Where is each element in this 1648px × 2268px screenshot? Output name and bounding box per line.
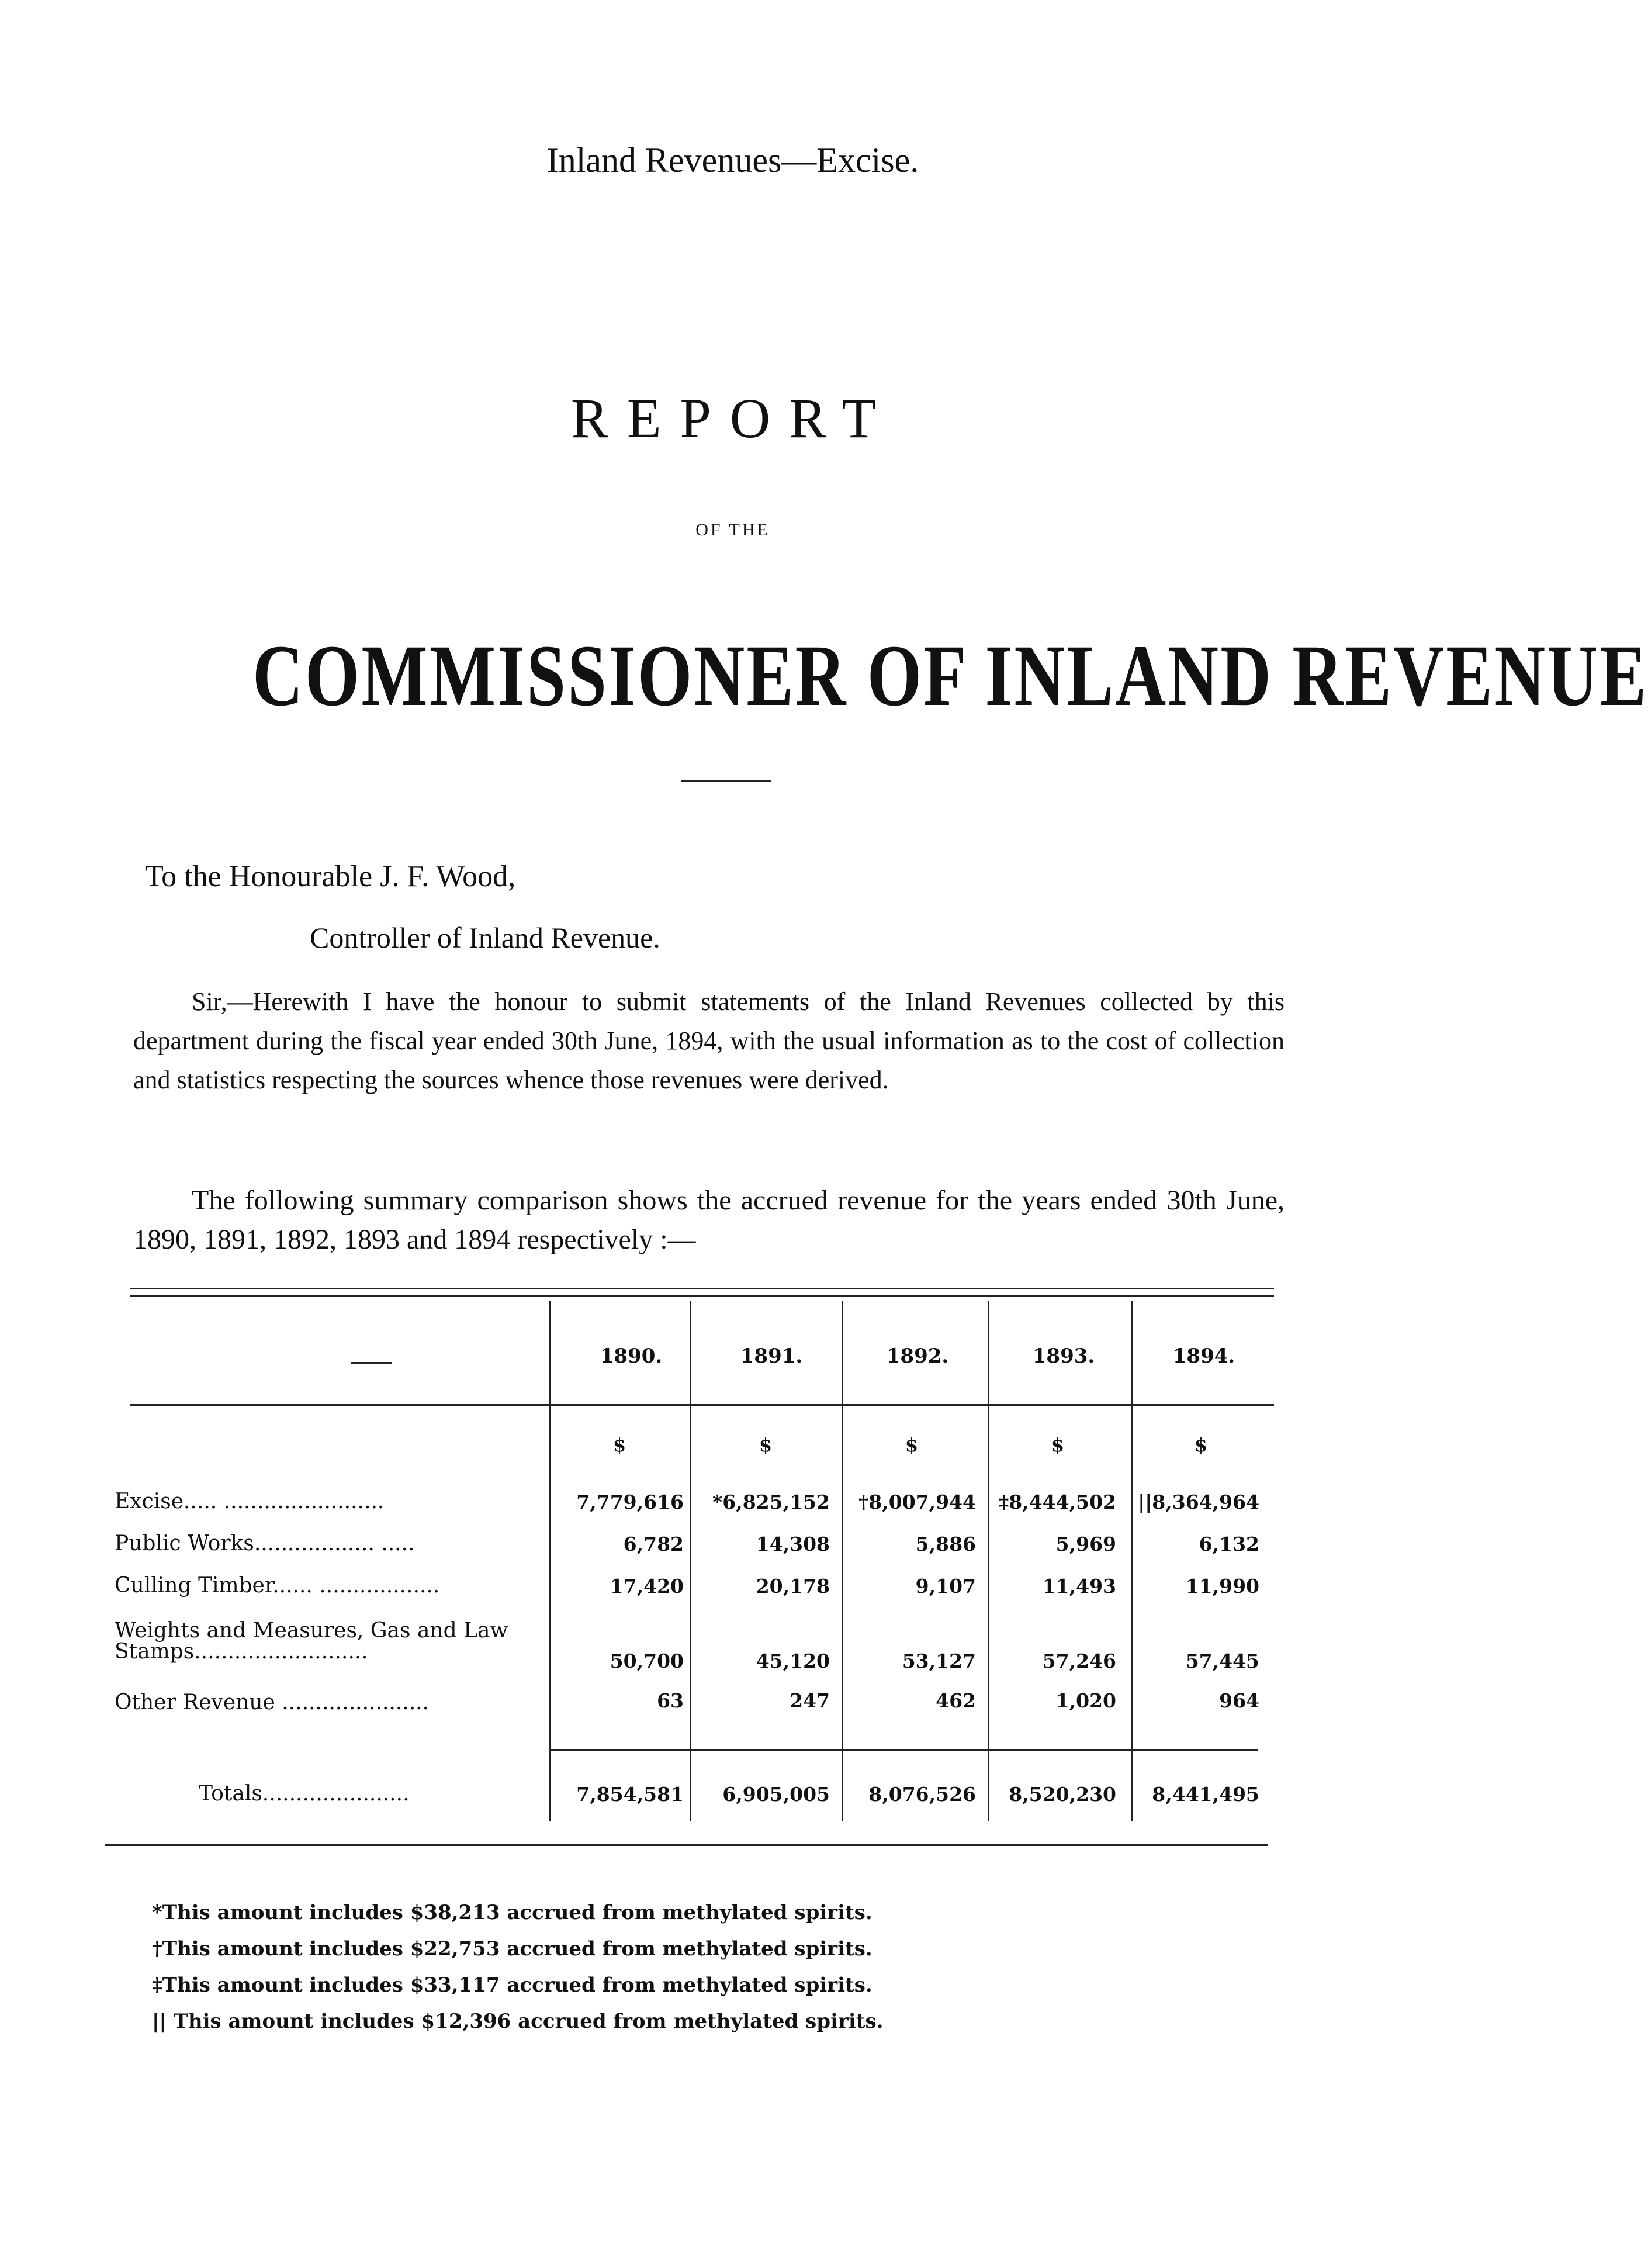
- footnote: *This amount includes $38,213 accrued from methylated spirits.: [152, 1901, 873, 1924]
- total-cell: 8,076,526: [868, 1783, 976, 1806]
- totals-label: Totals......................: [199, 1782, 410, 1806]
- report-heading: COMMISSIONER OF INLAND REVENUE: [252, 627, 1648, 724]
- table-cell: *6,825,152: [712, 1491, 830, 1513]
- of-the-label: OF THE: [695, 520, 770, 540]
- table-cell: 14,308: [756, 1533, 830, 1555]
- table-cell: 63: [657, 1689, 684, 1712]
- footnote: †This amount includes $22,753 accrued from methylated spirits.: [152, 1937, 873, 1961]
- table-cell: 9,107: [915, 1575, 976, 1598]
- table-cell: 57,246: [1042, 1650, 1116, 1672]
- table-cell: 5,886: [915, 1533, 976, 1555]
- table-cell: 964: [1219, 1689, 1259, 1712]
- totals-rule: [549, 1749, 1258, 1751]
- table-cell: 7,779,616: [576, 1491, 684, 1513]
- table-bottom-rule: [105, 1844, 1268, 1846]
- column-header-1890: 1890.: [600, 1344, 663, 1368]
- heading-rule: [681, 780, 771, 782]
- table-cell: 17,420: [610, 1575, 684, 1598]
- table-cell: ‡8,444,502: [999, 1491, 1116, 1513]
- table-cell: 11,493: [1042, 1575, 1116, 1598]
- table-cell: ||8,364,964: [1138, 1491, 1259, 1513]
- column-divider: [690, 1301, 691, 1821]
- column-divider: [988, 1301, 989, 1821]
- currency-sign: $: [759, 1434, 773, 1456]
- paragraph-summary: The following summary comparison shows the accrued revenue for the years ended 30th June, 1890, 1891, 1892, 1893 and 1894 respectively :—: [133, 1185, 1285, 1255]
- paragraph-intro: Sir,—Herewith I have the honour to submit statements of the Inland Revenues collected by this department during the fiscal year ended 30th June, 1894, with the usual information as to the cost of collection and statistics respecting the sources whence those revenues were derived.: [133, 987, 1285, 1094]
- row-label: Weights and Measures, Gas and Law Stamps..........................: [115, 1619, 508, 1664]
- table-top-rule: [130, 1288, 1274, 1289]
- table-cell: 53,127: [902, 1650, 976, 1672]
- table-cell: 57,445: [1185, 1650, 1259, 1672]
- column-divider: [1131, 1301, 1133, 1821]
- running-head: Inland Revenues—Excise.: [546, 141, 919, 179]
- stub-head-dash: [351, 1362, 392, 1364]
- table-top-rule-inner: [130, 1295, 1274, 1297]
- column-header-1892: 1892.: [886, 1344, 949, 1368]
- row-label: Public Works.................. .....: [115, 1531, 415, 1555]
- row-label: Culling Timber...... ..................: [115, 1574, 440, 1598]
- column-divider: [842, 1301, 843, 1821]
- column-header-1891: 1891.: [740, 1344, 803, 1368]
- column-divider: [549, 1301, 551, 1821]
- total-cell: 6,905,005: [722, 1783, 830, 1806]
- table-cell: 462: [936, 1689, 976, 1712]
- footnote: ‡This amount includes $33,117 accrued from methylated spirits.: [152, 1973, 873, 1997]
- address-line-1: To the Honourable J. F. Wood,: [145, 860, 516, 893]
- table-cell: 50,700: [610, 1650, 684, 1672]
- currency-sign: $: [1194, 1434, 1208, 1456]
- currency-sign: $: [905, 1434, 919, 1456]
- total-cell: 7,854,581: [576, 1783, 684, 1806]
- table-cell: 247: [790, 1689, 830, 1712]
- currency-sign: $: [1051, 1434, 1065, 1456]
- address-line-2: Controller of Inland Revenue.: [310, 921, 660, 954]
- table-cell: †8,007,944: [858, 1491, 976, 1513]
- row-label: Excise..... ........................: [115, 1489, 385, 1513]
- total-cell: 8,520,230: [1009, 1783, 1116, 1806]
- total-cell: 8,441,495: [1152, 1783, 1259, 1806]
- table-cell: 6,782: [623, 1533, 684, 1555]
- table-cell: 6,132: [1199, 1533, 1259, 1555]
- table-cell: 45,120: [756, 1650, 830, 1672]
- report-title: REPORT: [570, 387, 895, 450]
- row-label: Other Revenue ......................: [115, 1690, 430, 1714]
- table-cell: 11,990: [1185, 1575, 1259, 1598]
- table-cell: 1,020: [1055, 1689, 1116, 1712]
- table-header-rule: [130, 1404, 1274, 1406]
- footnote: || This amount includes $12,396 accrued from methylated spirits.: [152, 2010, 884, 2033]
- column-header-1894: 1894.: [1172, 1344, 1235, 1368]
- currency-sign: $: [612, 1434, 626, 1456]
- column-header-1893: 1893.: [1032, 1344, 1095, 1368]
- table-cell: 20,178: [756, 1575, 830, 1598]
- table-cell: 5,969: [1055, 1533, 1116, 1555]
